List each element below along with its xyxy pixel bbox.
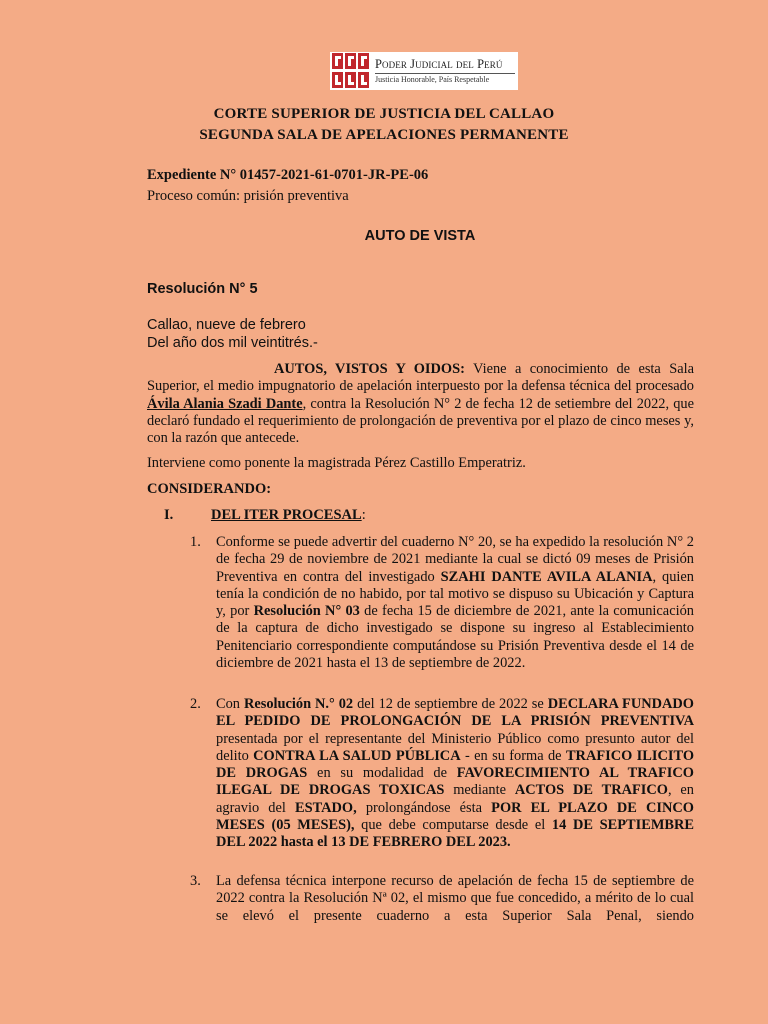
resolution-number: Resolución N° 5	[147, 281, 258, 297]
document-title: AUTO DE VISTA	[364, 228, 476, 244]
institution-name: Poder Judicial del Perú	[375, 56, 503, 71]
process-type: Proceso común: prisión preventiva	[147, 188, 349, 204]
considerando-heading: CONSIDERANDO:	[147, 481, 272, 497]
place-date: Callao, nueve de febrero	[147, 317, 306, 333]
defendant-name: Ávila Alania Szadi Dante	[147, 395, 303, 412]
autos-label: AUTOS, VISTOS Y OIDOS:	[274, 361, 465, 377]
court-name: CORTE SUPERIOR DE JUSTICIA DEL CALLAO	[213, 106, 555, 122]
item-number: 2.	[190, 696, 201, 712]
logo-divider	[375, 73, 515, 74]
section-number: I.	[164, 507, 174, 523]
date-year: Del año dos mil veintitrés.-	[147, 335, 318, 351]
institution-logo	[330, 52, 518, 90]
item-number: 1.	[190, 534, 201, 550]
list-item: Conforme se puede advertir del cuaderno N° 20, se ha expedido la resolución N° 2 de fecha 29 de noviembre de 2021 mediante la cual se dictó 09 meses de Prisión Preventiva en contra del investigado SZAHI DANTE AVILA ALANIA, quien tenía la condición de no habido, por tal motivo se dispuso su Ubicación y Captura y, por Resolución N° 03 de fecha 15 de diciembre de 2021, ante la comunicación de la captura de dicho investigado se dispone su ingreso al Establecimiento Penitenciario correspondiente computándose su Prisión Preventiva desde el 14 de diciembre de 2021 hasta el 13 de septiembre de 2022.	[216, 534, 694, 672]
section-heading: DEL ITER PROCESAL:	[211, 507, 366, 523]
institution-motto: Justicia Honorable, País Respetable	[375, 75, 490, 85]
item-number: 3.	[190, 873, 201, 889]
judiciary-emblem-icon	[331, 52, 371, 90]
chamber-name: SEGUNDA SALA DE APELACIONES PERMANENTE	[199, 127, 569, 143]
ponente-paragraph: Interviene como ponente la magistrada Pérez Castillo Emperatriz.	[147, 455, 526, 471]
list-item: La defensa técnica interpone recurso de apelación de fecha 15 de septiembre de 2022 contra la Resolución Nª 02, el mismo que fue concedido, a mérito de lo cual se elevó el presente cuaderno a esta Superior Sala Penal, siendo	[216, 873, 694, 924]
intro-paragraph: AUTOS, VISTOS Y OIDOS: Viene a conocimiento de esta Sala Superior, el medio impugnatorio de apelación interpuesto por la defensa técnica del procesado Ávila Alania Szadi Dante, contra la Resolución N° 2 de fecha 12 de setiembre del 2022, que declaró fundado el requerimiento de prolongación de preventiva por el plazo de cinco meses y, con la razón que antecede.	[147, 361, 695, 447]
list-item: Con Resolución N.° 02 del 12 de septiembre de 2022 se DECLARA FUNDADO EL PEDIDO DE PROLONGACIÓN DE LA PRISIÓN PREVENTIVA presentada por el representante del Ministerio Público como presunto autor del delito CONTRA LA SALUD PÚBLICA - en su forma de TRAFICO ILICITO DE DROGAS en su modalidad de FAVORECIMIENTO AL TRAFICO ILEGAL DE DROGAS TOXICAS mediante ACTOS DE TRAFICO, en agravio del ESTADO, prolongándose ésta POR EL PLAZO DE CINCO MESES (05 MESES), que debe computarse desde el 14 DE SEPTIEMBRE DEL 2022 hasta el 13 DE FEBRERO DEL 2023.	[216, 696, 695, 851]
case-number: Expediente N° 01457-2021-61-0701-JR-PE-06	[147, 167, 429, 183]
section-title: DEL ITER PROCESAL	[211, 507, 362, 523]
